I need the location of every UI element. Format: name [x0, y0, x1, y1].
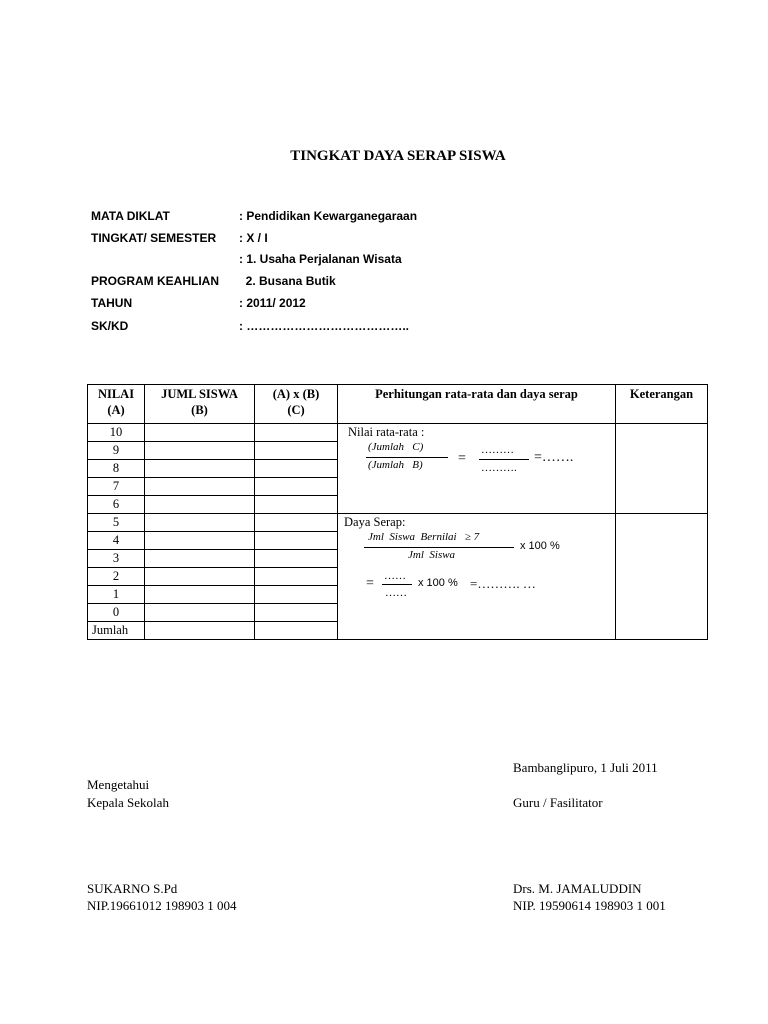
header-nilai-line2: (A) — [107, 403, 125, 417]
rata-fraction-line — [366, 457, 448, 458]
mengetahui-label: Mengetahui — [87, 777, 150, 792]
nilai-cell: 10 — [88, 424, 145, 442]
daya-dots-bottom: …… — [385, 587, 407, 599]
header-juml-line1: JUML SISWA — [161, 387, 238, 401]
juml-cell — [145, 586, 255, 604]
daya-denominator: Jml Siswa — [408, 549, 456, 561]
daya-times-2: x 100 % — [418, 577, 458, 589]
rata-denominator: (Jumlah B) — [368, 459, 423, 471]
nilai-cell: 3 — [88, 550, 145, 568]
axb-cell — [255, 460, 338, 478]
header-perhitungan: Perhitungan rata-rata dan daya serap — [338, 385, 616, 424]
rata-label: Nilai rata-rata : — [348, 425, 425, 439]
table-row — [88, 514, 708, 532]
nilai-cell: 4 — [88, 532, 145, 550]
juml-cell — [145, 460, 255, 478]
axb-cell — [255, 514, 338, 532]
nilai-cell: 2 — [88, 568, 145, 586]
header-keterangan: Keterangan — [616, 385, 708, 424]
nilai-cell: 5 — [88, 514, 145, 532]
header-juml-line2: (B) — [191, 403, 208, 417]
header-axb — [255, 385, 338, 424]
juml-total-cell — [145, 622, 255, 640]
daya-label: Daya Serap: — [344, 515, 406, 529]
nilai-cell: 6 — [88, 496, 145, 514]
nilai-cell: 7 — [88, 478, 145, 496]
header-nilai — [88, 385, 145, 424]
axb-cell — [255, 550, 338, 568]
table-header-row — [88, 385, 708, 424]
kepala-sekolah-name: SUKARNO S.Pd — [87, 881, 178, 896]
info-label-tingkat: TINGKAT/ SEMESTER — [91, 231, 217, 245]
rata-result: =……. — [534, 450, 574, 465]
info-label-skkd: SK/KD — [91, 319, 129, 333]
info-label-tahun: TAHUN — [91, 296, 133, 310]
info-value-mata-diklat: : Pendidikan Kewarganegaraan — [239, 209, 418, 223]
axb-cell — [255, 496, 338, 514]
daya-times: x 100 % — [520, 540, 560, 552]
rata-dots-bottom: ………. — [481, 462, 517, 474]
header-juml-siswa — [145, 385, 255, 424]
juml-cell — [145, 550, 255, 568]
header-axb-line2: (C) — [287, 403, 305, 417]
info-label-mata-diklat: MATA DIKLAT — [91, 209, 170, 223]
axb-cell — [255, 568, 338, 586]
header-axb-line1: (A) x (B) — [272, 387, 320, 401]
table-row — [88, 424, 708, 442]
nilai-cell: 9 — [88, 442, 145, 460]
daya-fraction-line-2 — [382, 584, 412, 585]
axb-cell — [255, 604, 338, 622]
rata-numerator: (Jumlah C) — [368, 441, 424, 453]
nilai-cell: 8 — [88, 460, 145, 478]
info-value-program-2: 2. Busana Butik — [239, 274, 336, 288]
kepala-sekolah-label: Kepala Sekolah — [87, 795, 169, 810]
document-title: TINGKAT DAYA SERAP SISWA — [290, 148, 506, 164]
juml-cell — [145, 532, 255, 550]
nilai-cell: 1 — [88, 586, 145, 604]
rata-rata-cell — [338, 424, 616, 514]
daya-equals: = — [366, 576, 374, 591]
axb-total-cell — [255, 622, 338, 640]
guru-name: Drs. M. JAMALUDDIN — [513, 881, 642, 896]
daya-serap-cell — [338, 514, 616, 640]
juml-cell — [145, 496, 255, 514]
jumlah-label: Jumlah — [88, 622, 145, 640]
daya-dots-top: …… — [384, 570, 406, 582]
juml-cell — [145, 442, 255, 460]
info-value-program-1: : 1. Usaha Perjalanan Wisata — [239, 252, 402, 266]
axb-cell — [255, 424, 338, 442]
info-value-tahun: : 2011/ 2012 — [239, 296, 306, 310]
juml-cell — [145, 604, 255, 622]
juml-cell — [145, 514, 255, 532]
nilai-cell: 0 — [88, 604, 145, 622]
guru-fasilitator-label: Guru / Fasilitator — [513, 795, 603, 810]
info-value-skkd: : ………………………………….. — [239, 319, 409, 333]
axb-cell — [255, 532, 338, 550]
axb-cell — [255, 442, 338, 460]
rata-dots-top: ……… — [481, 444, 514, 456]
guru-nip: NIP. 19590614 198903 1 001 — [513, 898, 666, 913]
axb-cell — [255, 478, 338, 496]
place-date: Bambanglipuro, 1 Juli 2011 — [513, 760, 658, 775]
axb-cell — [255, 586, 338, 604]
daya-result: =………. … — [470, 576, 536, 591]
juml-cell — [145, 478, 255, 496]
rata-fraction-line-2 — [479, 459, 529, 460]
juml-cell — [145, 568, 255, 586]
keterangan-cell-1 — [616, 424, 708, 514]
juml-cell — [145, 424, 255, 442]
rata-equals: = — [458, 451, 466, 466]
info-value-tingkat: : X / I — [239, 231, 268, 245]
header-nilai-line1: NILAI — [97, 387, 135, 401]
kepala-sekolah-nip: NIP.19661012 198903 1 004 — [87, 898, 237, 913]
info-label-program: PROGRAM KEAHLIAN — [91, 274, 219, 288]
daya-serap-table — [87, 384, 708, 640]
daya-fraction-line — [364, 547, 514, 548]
daya-numerator: Jml Siswa Bernilai ≥ 7 — [368, 531, 480, 543]
keterangan-cell-2 — [616, 514, 708, 640]
